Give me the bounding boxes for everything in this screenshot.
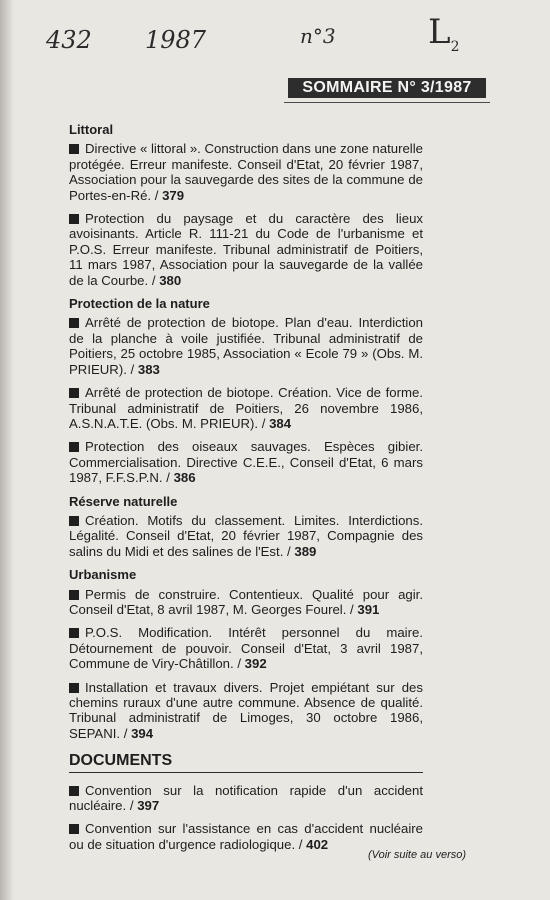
entry-page-number: 380 xyxy=(159,272,182,288)
square-bullet-icon xyxy=(69,683,79,693)
toc-entry xyxy=(69,783,423,814)
toc-entry xyxy=(69,315,423,377)
page-separator: / xyxy=(283,543,295,559)
entry-page-number: 386 xyxy=(173,470,196,486)
square-bullet-icon xyxy=(69,590,79,600)
entry-text: P.O.S. Modification. Intérêt personnel du maire. Détournement de pouvoir. Conseil d'Etat, 3 avril 1987, Commune de Viry-Châtillon. xyxy=(69,625,423,672)
page-separator: / xyxy=(162,470,174,486)
spacer xyxy=(69,773,423,783)
entry-text: Convention sur la notification rapide d'un accident nucléaire. xyxy=(69,782,423,814)
square-bullet-icon xyxy=(69,442,79,452)
square-bullet-icon xyxy=(69,144,79,154)
handwritten-subscript: 2 xyxy=(450,38,460,55)
page-separator: / xyxy=(126,361,138,377)
entry-text: Directive « littoral ». Construction dans une zone naturelle protégée. Erreur manifeste. Conseil d'Etat, 20 février 1987, Association pour la sauvegarde des sites de la commune de Portes-en-Ré. xyxy=(69,141,423,203)
entry-text: Installation et travaux divers. Projet empiétant sur des chemins ruraux d'une autre commune. Absence de qualité. Tribunal administratif de Limoges, 30 octobre 1986, SEPANI. xyxy=(69,679,423,741)
toc-entry xyxy=(69,680,423,742)
square-bullet-icon xyxy=(69,214,79,224)
page-separator: / xyxy=(233,656,245,672)
section-heading: Réserve naturelle xyxy=(69,493,178,509)
entry-text: Arrêté de protection de biotope. Création. Vice de forme. Tribunal administratif de Poitiers, 26 novembre 1986, A.S.N.A.T.E. (Obs. M. PRIEUR). xyxy=(69,385,423,431)
section-heading: Littoral xyxy=(69,122,114,137)
page-separator: / xyxy=(151,187,163,203)
entry-text: Convention sur l'assistance en cas d'accident nucléaire ou de situation d'urgence radiologique. xyxy=(69,821,423,852)
page-separator: / xyxy=(148,272,160,288)
handwritten-note-432: 432 xyxy=(46,26,92,54)
banner-divider xyxy=(284,102,490,103)
toc-entry xyxy=(69,821,423,852)
toc-entry xyxy=(69,385,423,431)
handwritten-letter: L xyxy=(428,12,451,52)
entry-text: Protection des oiseaux sauvages. Espèces gibier. Commercialisation. Directive C.E.E., Conseil d'Etat, 6 mars 1987, F.F.S.P.N. xyxy=(69,439,423,486)
entry-page-number: 389 xyxy=(294,543,317,559)
summary-banner: SOMMAIRE N° 3/1987 xyxy=(288,78,486,98)
entry-text: Création. Motifs du classement. Limites. Interdictions. Légalité. Conseil d'Etat, 20 février 1987, Compagnie des salins du Midi et des salines de l'Est. xyxy=(69,512,423,559)
square-bullet-icon xyxy=(69,786,79,796)
page-separator: / xyxy=(258,415,270,431)
toc-entry xyxy=(69,141,423,203)
handwritten-note-l2 xyxy=(428,12,460,55)
toc-entry xyxy=(69,513,423,559)
square-bullet-icon xyxy=(69,824,79,834)
page-edge-shadow xyxy=(0,0,14,900)
square-bullet-icon xyxy=(69,388,79,398)
entry-page-number: 383 xyxy=(137,361,160,377)
table-of-contents xyxy=(69,122,423,860)
page-separator: / xyxy=(120,725,132,741)
toc-entry xyxy=(69,211,423,288)
entry-page-number: 391 xyxy=(357,601,380,617)
entry-text: Protection du paysage et du caractère des lieux avoisinants. Article R. 111-21 du Code de l'urbanisme et P.O.S. Erreur manifeste. Tribunal administratif de Poitiers, 11 mars 1987, Association pour la sauvegarde de la vallée de la Courbe. xyxy=(69,211,423,288)
entry-page-number: 384 xyxy=(269,415,292,431)
handwritten-note-number: n°3 xyxy=(300,24,336,48)
continued-overleaf-note: (Voir suite au verso) xyxy=(368,849,467,861)
section-heading: Urbanisme xyxy=(69,567,137,583)
square-bullet-icon xyxy=(69,628,79,638)
square-bullet-icon xyxy=(69,318,79,328)
entry-page-number: 402 xyxy=(306,836,329,852)
section-heading: Protection de la nature xyxy=(69,296,210,312)
page-separator: / xyxy=(295,836,307,852)
page-separator: / xyxy=(346,601,358,617)
entry-page-number: 397 xyxy=(137,798,160,814)
entry-page-number: 392 xyxy=(244,656,267,672)
entry-page-number: 394 xyxy=(131,725,154,741)
entry-text: Arrêté de protection de biotope. Plan d'eau. Interdiction de la planche à voile justifiée. Tribunal administratif de Poitiers, 25 octobre 1985, Association « Ecole 79 » (Obs. M. PRIEUR). xyxy=(69,315,423,377)
toc-entry xyxy=(69,439,423,485)
toc-entry xyxy=(69,587,423,618)
entry-text: Permis de construire. Contentieux. Qualité pour agir. Conseil d'Etat, 8 avril 1987, M. Georges Fourel. xyxy=(69,586,423,617)
entry-page-number: 379 xyxy=(162,187,185,203)
toc-entry xyxy=(69,625,423,671)
handwritten-note-1987: 1987 xyxy=(145,26,207,54)
page-separator: / xyxy=(126,798,138,814)
square-bullet-icon xyxy=(69,516,79,526)
documents-heading: DOCUMENTS xyxy=(69,753,423,772)
